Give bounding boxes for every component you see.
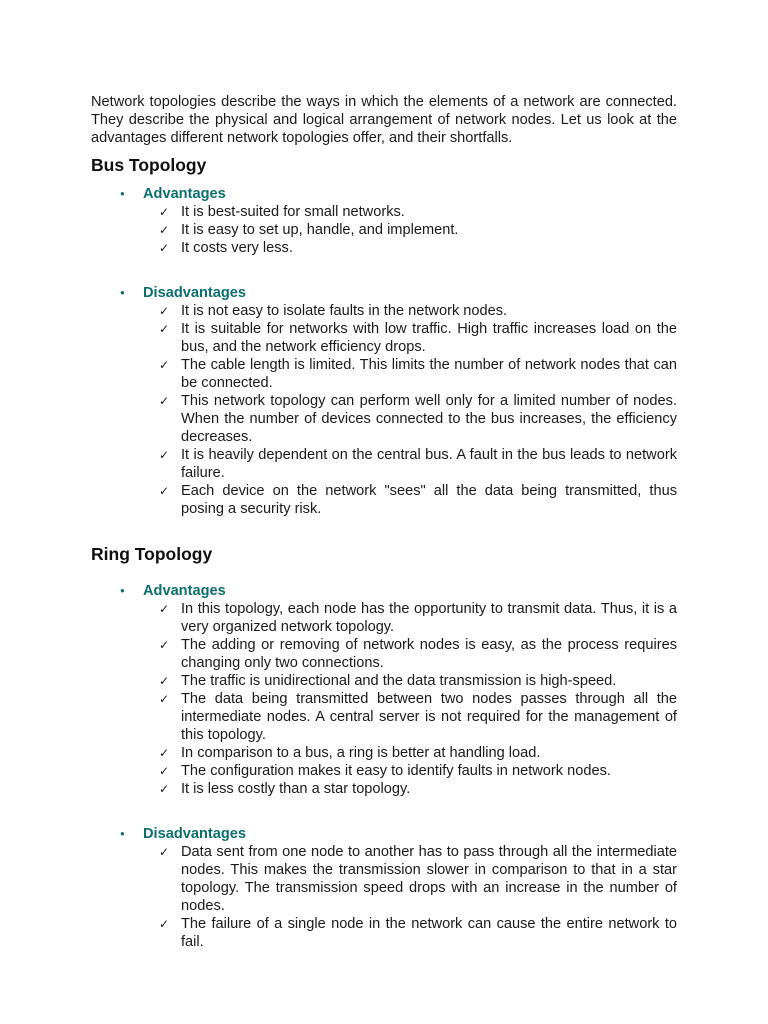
list-item xyxy=(159,320,677,356)
checkmark-icon: ✓ xyxy=(159,205,170,219)
list-item xyxy=(159,392,677,446)
subheading-advantages xyxy=(120,582,677,600)
list-item xyxy=(159,446,677,482)
list-item-text: In comparison to a bus, a ring is better at handling load. xyxy=(181,745,541,761)
list-item xyxy=(159,744,677,762)
list-item-text: It costs very less. xyxy=(181,240,293,256)
list-item xyxy=(159,356,677,392)
bullet-dot-icon: ● xyxy=(120,586,125,595)
list-item-text: The cable length is limited. This limits the number of network nodes that can be connected. xyxy=(181,357,677,391)
checkmark-icon: ✓ xyxy=(159,692,170,706)
list-item xyxy=(159,239,677,257)
subheading-label: Advantages xyxy=(143,583,226,599)
checklist xyxy=(159,203,677,257)
list-item-text: It is less costly than a star topology. xyxy=(181,781,411,797)
list-item-text: The data being transmitted between two nodes passes through all the intermediate nodes. A central server is not required for the management of this topology. xyxy=(181,691,677,743)
list-item-text: The configuration makes it easy to identify faults in network nodes. xyxy=(181,763,611,779)
list-item-text: It is easy to set up, handle, and implement. xyxy=(181,222,459,238)
list-item-text: The traffic is unidirectional and the data transmission is high-speed. xyxy=(181,673,617,689)
intro-paragraph: Network topologies describe the ways in which the elements of a network are connected. They describe the physical and logical arrangement of network nodes. Let us look at the advantages different network topologies offer, and their shortfalls. xyxy=(91,94,677,146)
checkmark-icon: ✓ xyxy=(159,322,170,336)
section-title: Bus Topology xyxy=(91,155,207,175)
list-item-text: It is not easy to isolate faults in the network nodes. xyxy=(181,303,508,319)
checkmark-icon: ✓ xyxy=(159,394,170,408)
list-item xyxy=(159,600,677,636)
list-item-text: In this topology, each node has the opportunity to transmit data. Thus, it is a very organized network topology. xyxy=(181,601,677,635)
section-title: Ring Topology xyxy=(91,544,213,564)
bullet-dot-icon: ● xyxy=(120,189,125,198)
checkmark-icon: ✓ xyxy=(159,304,170,318)
list-item xyxy=(159,203,677,221)
checkmark-icon: ✓ xyxy=(159,746,170,760)
list-item-text: Data sent from one node to another has to pass through all the intermediate nodes. This makes the transmission slower in comparison to that in a star topology. The transmission speed drops with an increase in the number of nodes. xyxy=(181,844,677,914)
list-item-text: The adding or removing of network nodes is easy, as the process requires changing only two connections. xyxy=(181,637,677,671)
checkmark-icon: ✓ xyxy=(159,674,170,688)
list-item xyxy=(159,780,677,798)
subheading-label: Advantages xyxy=(143,186,226,202)
checkmark-icon: ✓ xyxy=(159,358,170,372)
checklist xyxy=(159,843,677,951)
checkmark-icon: ✓ xyxy=(159,484,170,498)
checkmark-icon: ✓ xyxy=(159,241,170,255)
subheading-label: Disadvantages xyxy=(143,826,247,842)
list-item xyxy=(159,482,677,518)
list-item xyxy=(159,636,677,672)
list-item xyxy=(159,221,677,239)
checkmark-icon: ✓ xyxy=(159,448,170,462)
subheading-label: Disadvantages xyxy=(143,285,247,301)
list-item xyxy=(159,690,677,744)
list-item-text: Each device on the network "sees" all the data being transmitted, thus posing a security risk. xyxy=(181,483,677,517)
subheading-advantages xyxy=(120,185,677,203)
checkmark-icon: ✓ xyxy=(159,917,170,931)
list-item xyxy=(159,762,677,780)
checkmark-icon: ✓ xyxy=(159,845,170,859)
checkmark-icon: ✓ xyxy=(159,223,170,237)
document-body xyxy=(91,93,677,951)
checklist xyxy=(159,600,677,798)
subheading-disadvantages xyxy=(120,825,677,843)
list-item-text: It is best-suited for small networks. xyxy=(181,204,405,220)
list-item xyxy=(159,915,677,951)
list-item-text: It is heavily dependent on the central bus. A fault in the bus leads to network failure. xyxy=(181,447,677,481)
list-item xyxy=(159,302,677,320)
list-item-text: The failure of a single node in the network can cause the entire network to fail. xyxy=(181,916,677,950)
checkmark-icon: ✓ xyxy=(159,638,170,652)
list-item xyxy=(159,672,677,690)
checkmark-icon: ✓ xyxy=(159,764,170,778)
list-item-text: This network topology can perform well only for a limited number of nodes. When the number of devices connected to the bus increases, the efficiency decreases. xyxy=(181,393,677,445)
checklist xyxy=(159,302,677,518)
bullet-dot-icon: ● xyxy=(120,288,125,297)
checkmark-icon: ✓ xyxy=(159,782,170,796)
bullet-dot-icon: ● xyxy=(120,829,125,838)
list-item xyxy=(159,843,677,915)
list-item-text: It is suitable for networks with low traffic. High traffic increases load on the bus, and the network efficiency drops. xyxy=(181,321,677,355)
subheading-disadvantages xyxy=(120,284,677,302)
checkmark-icon: ✓ xyxy=(159,602,170,616)
